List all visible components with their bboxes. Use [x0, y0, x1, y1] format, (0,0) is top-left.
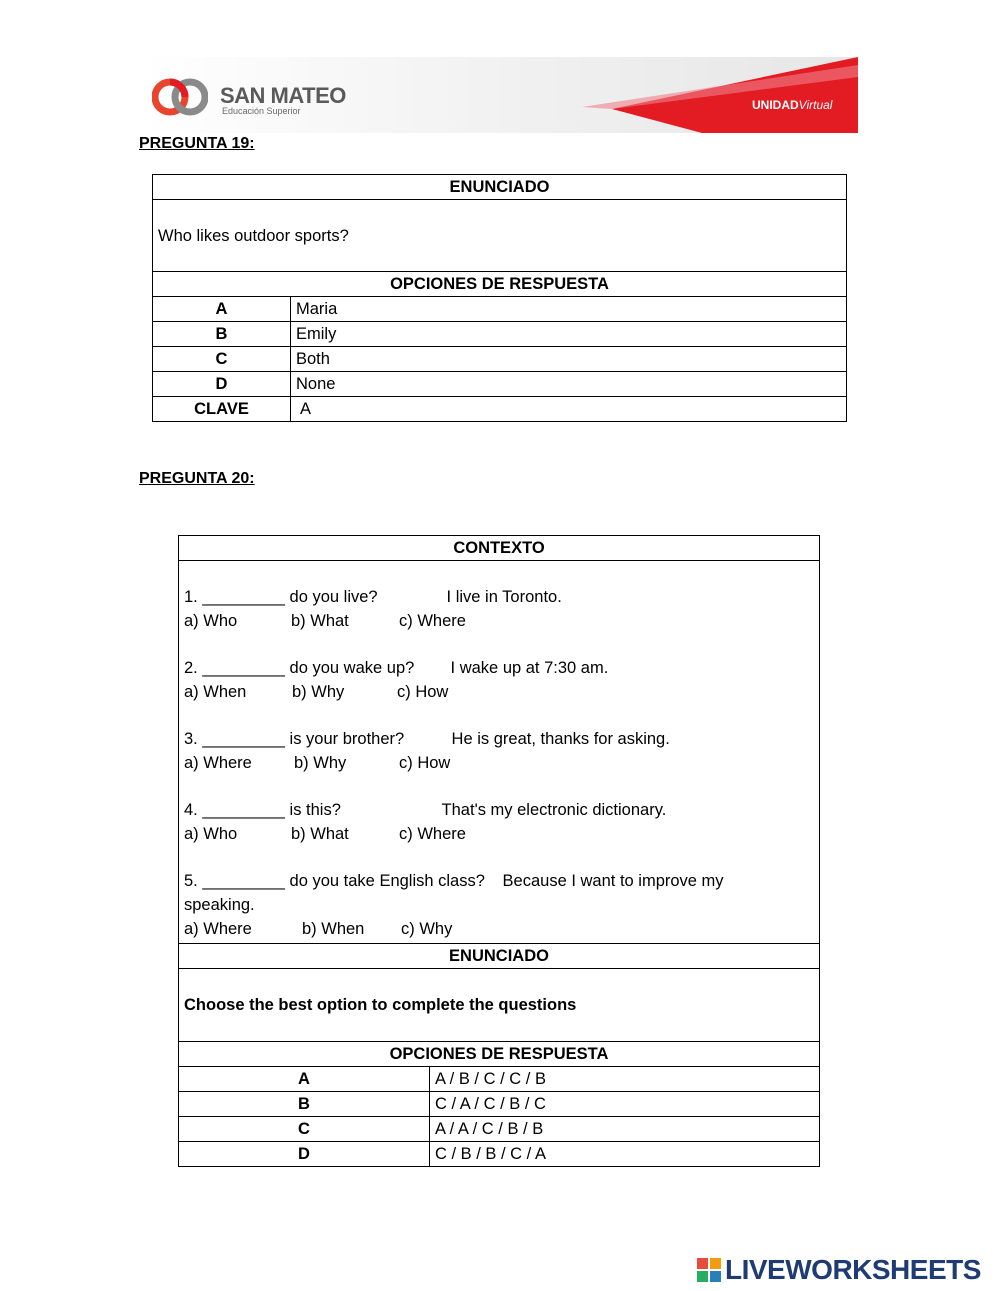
option-row-c: [153, 347, 847, 372]
unidad-bold: UNIDAD: [752, 98, 799, 112]
option-key: D: [179, 1142, 430, 1167]
item-blank: _________: [202, 659, 285, 677]
item-question: do you take English class?: [289, 872, 485, 890]
item-answer: I wake up at 7:30 am.: [450, 659, 609, 677]
option-text: None: [291, 372, 847, 397]
context-item: [184, 798, 814, 846]
item-question: do you wake up?: [289, 659, 415, 677]
option-key: A: [179, 1067, 430, 1092]
item-option: b) Why: [294, 754, 347, 772]
option-key: B: [153, 322, 291, 347]
item-option: b) Why: [292, 683, 345, 701]
option-row-b: [179, 1092, 820, 1117]
question-20-table: [178, 535, 820, 1167]
question-19-stem: Who likes outdoor sports?: [153, 200, 847, 272]
option-text: A / A / C / B / B: [430, 1117, 820, 1142]
item-option: a) Who: [184, 825, 238, 843]
clave-value[interactable]: A: [291, 397, 847, 422]
san-mateo-logo-icon: [152, 71, 208, 123]
item-option: a) When: [184, 683, 247, 701]
item-number: 4.: [184, 801, 198, 819]
item-answer: I live in Toronto.: [446, 588, 562, 606]
unidad-italic: Virtual: [798, 98, 833, 112]
item-question: is your brother?: [289, 730, 405, 748]
item-option: c) Where: [399, 612, 466, 630]
item-option: c) How: [399, 754, 451, 772]
option-key: B: [179, 1092, 430, 1117]
option-row-c: [179, 1117, 820, 1142]
item-question: do you live?: [289, 588, 378, 606]
enunciado-header: ENUNCIADO: [179, 944, 820, 969]
context-item: [184, 869, 814, 941]
context-item: [184, 656, 814, 704]
clave-row: [153, 397, 847, 422]
context-item: [184, 727, 814, 775]
brand-name: SAN MATEO: [220, 83, 346, 108]
item-option: b) When: [302, 920, 365, 938]
liveworksheets-wordmark: LIVEWORKSHEETS: [725, 1254, 981, 1285]
item-number: 2.: [184, 659, 198, 677]
option-text: C / B / B / C / A: [430, 1142, 820, 1167]
item-question: is this?: [289, 801, 341, 819]
unidad-virtual-label: [752, 98, 832, 112]
item-option: b) What: [291, 825, 349, 843]
item-answer-cont: speaking.: [184, 896, 255, 914]
item-answer: That's my electronic dictionary.: [441, 801, 667, 819]
contexto-body: [179, 561, 820, 944]
option-key: D: [153, 372, 291, 397]
header-banner: [142, 57, 858, 133]
item-answer: Because I want to improve my: [502, 872, 724, 890]
item-blank: _________: [202, 801, 285, 819]
option-text: Emily: [291, 322, 847, 347]
option-text: A / B / C / C / B: [430, 1067, 820, 1092]
item-blank: _________: [202, 588, 285, 606]
opciones-header: OPCIONES DE RESPUESTA: [153, 272, 847, 297]
option-text: C / A / C / B / C: [430, 1092, 820, 1117]
option-key: A: [153, 297, 291, 322]
context-item: [184, 585, 814, 633]
option-text: Maria: [291, 297, 847, 322]
clave-label: CLAVE: [153, 397, 291, 422]
item-option: a) Where: [184, 754, 252, 772]
brand-subtitle: Educación Superior: [222, 106, 301, 116]
option-row-d: [153, 372, 847, 397]
question-19-table: [152, 174, 847, 422]
option-row-a: [153, 297, 847, 322]
item-number: 5.: [184, 872, 198, 890]
option-key: C: [179, 1117, 430, 1142]
option-row-b: [153, 322, 847, 347]
question-19-heading: PREGUNTA 19:: [139, 135, 255, 152]
item-answer: He is great, thanks for asking.: [451, 730, 670, 748]
option-row-a: [179, 1067, 820, 1092]
enunciado-header: ENUNCIADO: [153, 175, 847, 200]
item-option: b) What: [291, 612, 349, 630]
item-option: c) Where: [399, 825, 466, 843]
item-number: 1.: [184, 588, 198, 606]
item-number: 3.: [184, 730, 198, 748]
option-key: C: [153, 347, 291, 372]
question-20-heading: PREGUNTA 20:: [139, 470, 255, 487]
contexto-header: CONTEXTO: [179, 536, 820, 561]
option-row-d: [179, 1142, 820, 1167]
option-text: Both: [291, 347, 847, 372]
opciones-header: OPCIONES DE RESPUESTA: [179, 1042, 820, 1067]
item-option: c) Why: [401, 920, 453, 938]
question-20-stem: Choose the best option to complete the questions: [179, 969, 820, 1042]
item-blank: _________: [202, 730, 285, 748]
item-option: a) Where: [184, 920, 252, 938]
item-option: a) Who: [184, 612, 238, 630]
item-blank: _________: [202, 872, 285, 890]
item-option: c) How: [397, 683, 449, 701]
liveworksheets-logo-icon: [697, 1258, 721, 1282]
